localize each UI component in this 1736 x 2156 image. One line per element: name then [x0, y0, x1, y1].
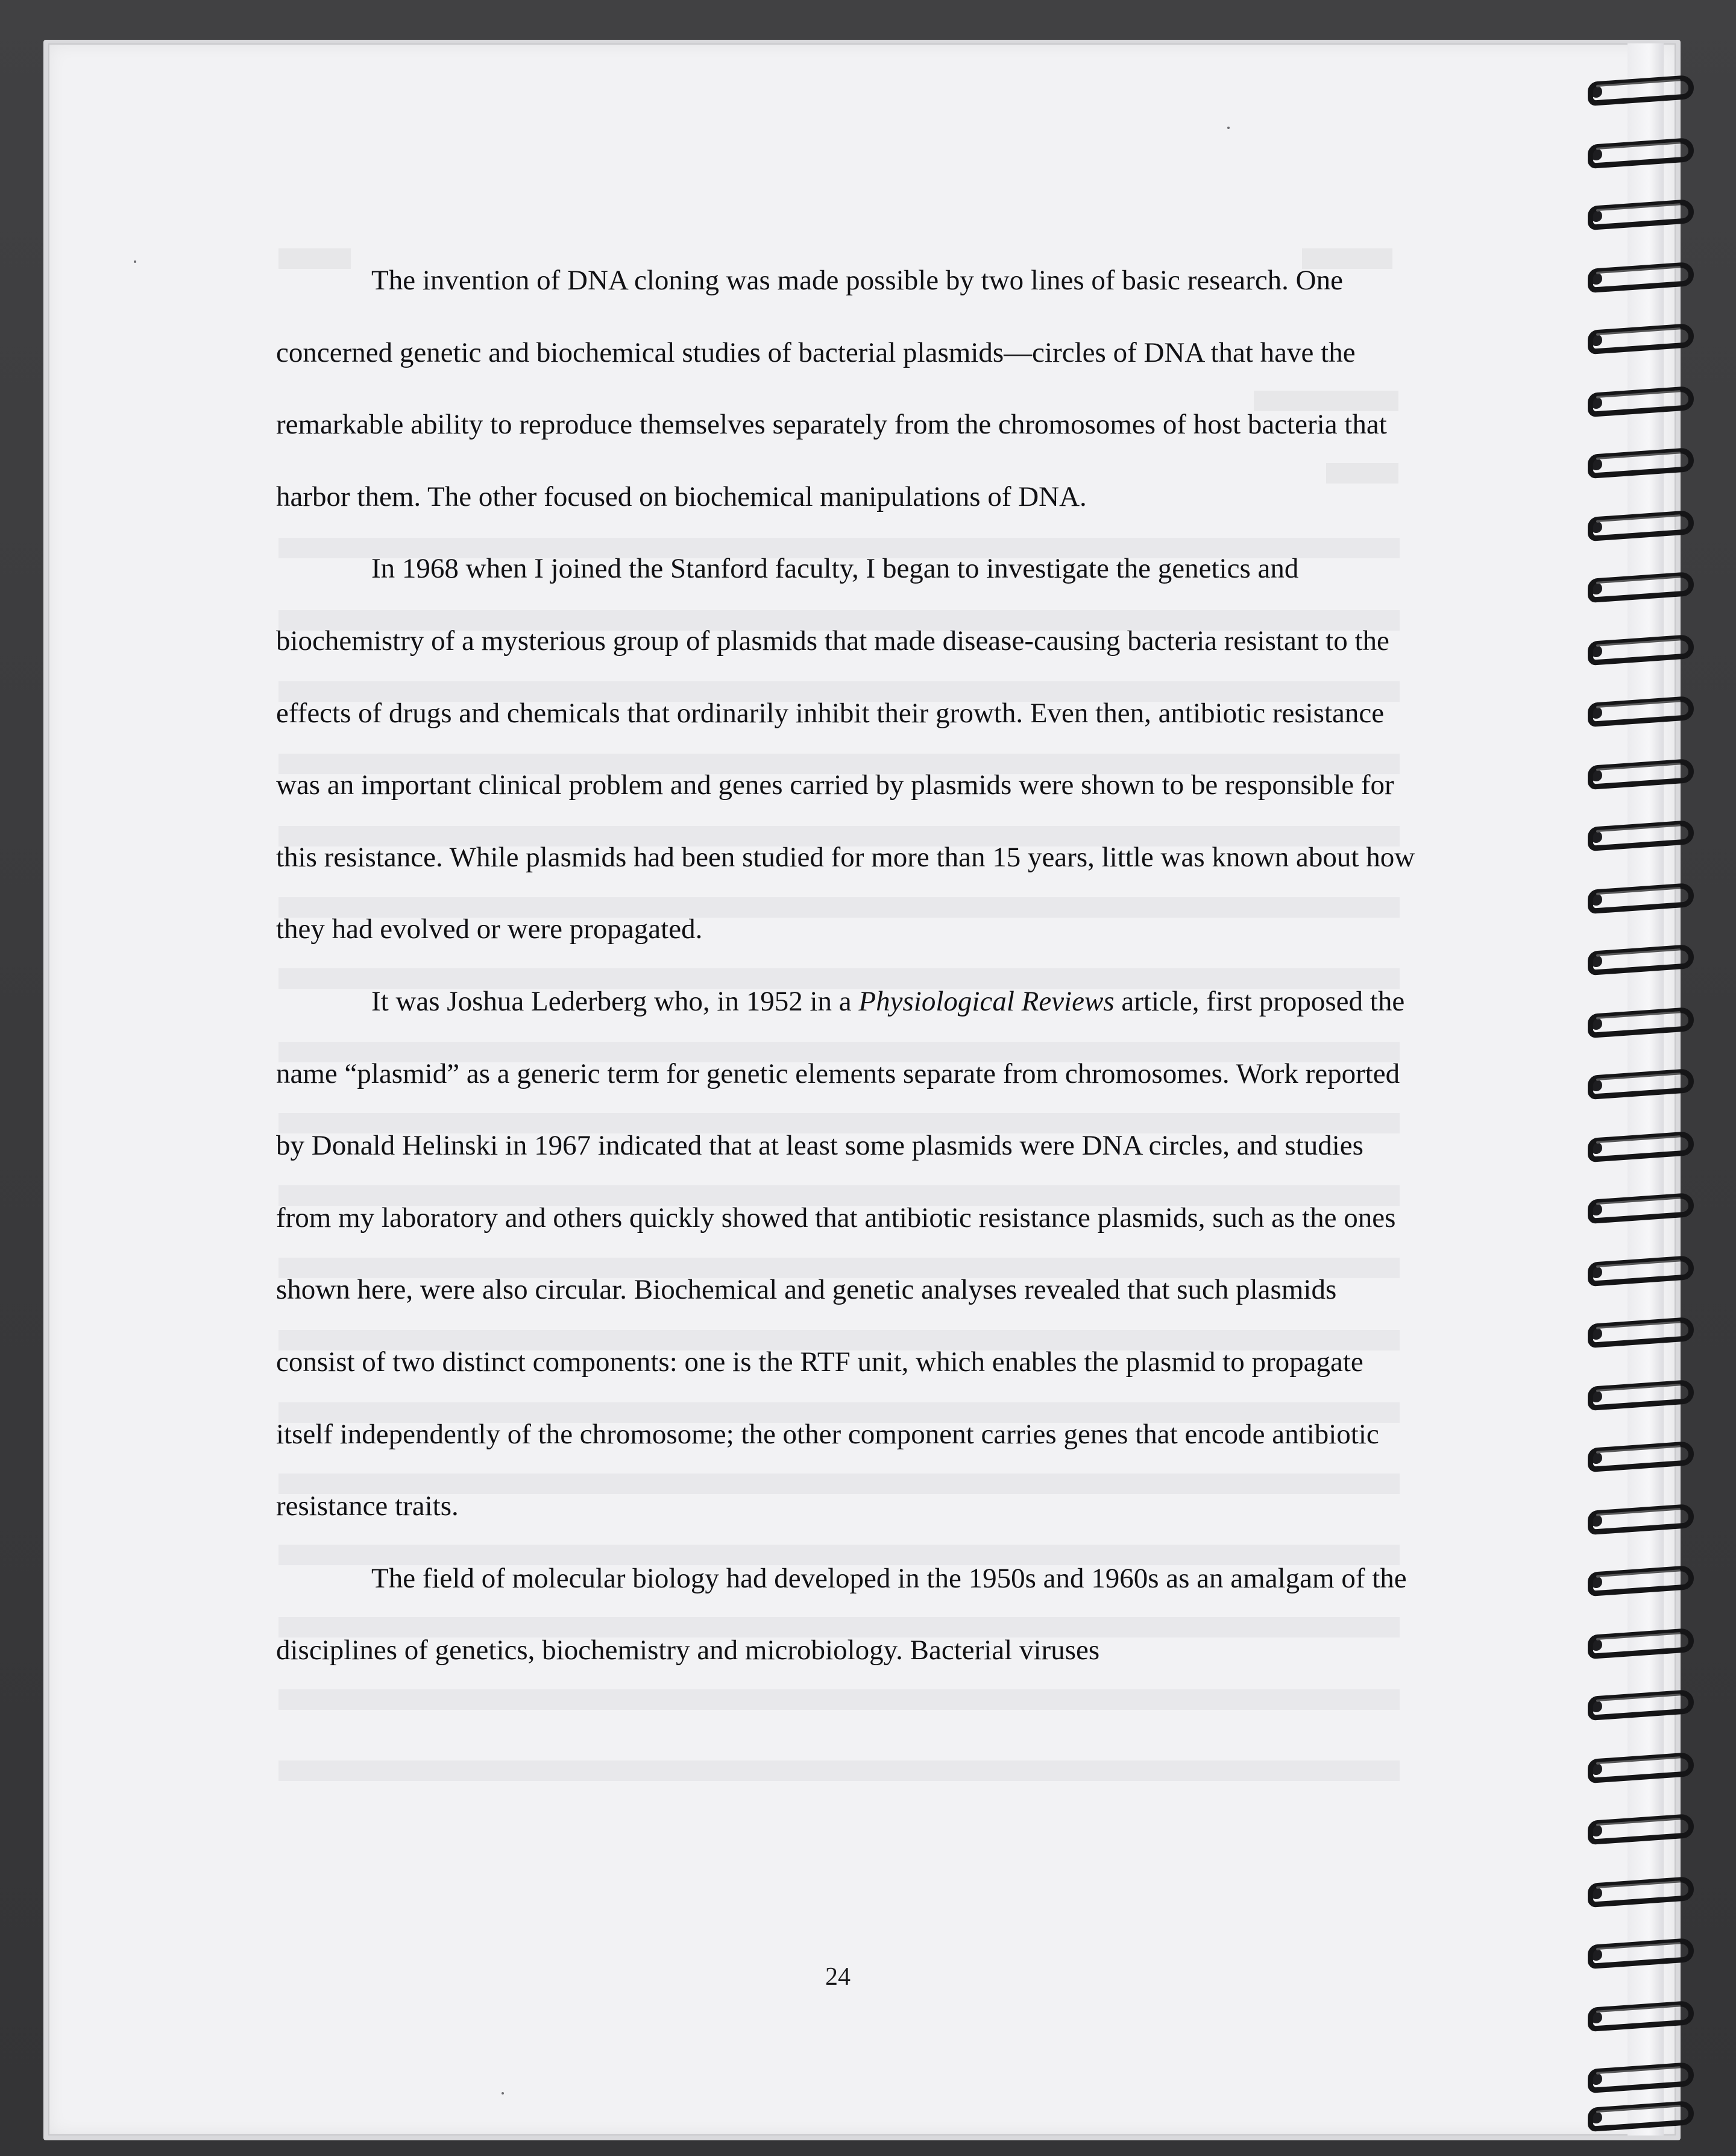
binding-coil [1588, 1569, 1699, 1598]
binding-coil [1588, 1880, 1699, 1909]
paragraph-1: The invention of DNA cloning was made possible by two lines of basic research. One concerned genetic and biochemical studies of bacterial plasmids—circles of DNA that have the remarkable ability to reproduce themselves separately from the chromosomes of host bacteria that harbor them. The other focused on biochemical manipulations of DNA. [276, 265, 1387, 512]
binding-coil [1588, 1507, 1699, 1536]
binding-coil [1588, 1259, 1699, 1288]
journal-title: Physiological Reviews [858, 985, 1115, 1017]
binding-coil [1588, 948, 1699, 977]
binding-coil [1588, 1445, 1699, 1474]
binding-coil [1588, 824, 1699, 853]
paragraph-3-start: It was Joshua Lederberg who, in 1952 in a [371, 985, 859, 1017]
paragraph-3 [276, 966, 1421, 1543]
paragraph-4: The field of molecular biology had developed in the 1950s and 1960s as an amalgam of the disciplines of genetics, biochemistry and microbiology. Bacterial viruses [276, 1562, 1407, 1666]
binding-coil [1588, 1010, 1699, 1039]
binding-coil [1588, 1631, 1699, 1660]
binding-coil [1588, 141, 1699, 170]
binding-coil [1588, 327, 1699, 356]
spiral-binding [1579, 66, 1700, 2140]
binding-coil [1588, 1817, 1699, 1846]
binding-coil [1588, 1135, 1699, 1164]
binding-coil [1588, 1693, 1699, 1722]
binding-coil [1588, 451, 1699, 480]
binding-coil [1588, 265, 1699, 294]
page-number: 24 [825, 1963, 851, 1991]
binding-coil [1588, 1196, 1699, 1225]
binding-coil [1588, 389, 1699, 418]
paper-speck [502, 2092, 504, 2095]
paper-speck [1227, 127, 1230, 129]
paragraph-2: In 1968 when I joined the Stanford faculty, I began to investigate the genetics and biochemistry of a mysterious group of plasmids that made disease-causing bacteria resistant to the effects of drugs and chemicals that ordinarily inhibit their growth. Even then, antibiotic resistance was an important clinical problem and genes carried by plasmids were shown to be responsible for this resistance. While plasmids had been studied for more than 15 years, little was known about how they had evolved or were propagated. [276, 553, 1415, 945]
paragraph-3-rest: article, first proposed the name “plasmid” as a generic term for genetic elements separate from chromosomes. Work reported by Donald Helinski in 1967 indicated that at least some plasmids were DNA circles, and studies from my laboratory and others quickly showed that antibiotic resistance plasmids, such as the ones shown here, were also circular. Biochemical and genetic analyses revealed that such plasmids consist of two distinct components: one is the RTF unit, which enables the plasmid to propagate itself independently of the chromosome; the other component carries genes that encode antibiotic resistance traits. [276, 985, 1405, 1522]
binding-coil [1588, 699, 1699, 728]
binding-coil [1588, 2004, 1699, 2033]
binding-coil [1588, 575, 1699, 604]
binding-coil [1588, 2066, 1699, 2095]
binding-coil [1588, 1072, 1699, 1101]
paper-speck [134, 260, 136, 263]
binding-coil [1588, 1383, 1699, 1412]
binding-coil [1588, 1941, 1699, 1970]
binding-coil [1588, 762, 1699, 791]
binding-coil [1588, 886, 1699, 915]
binding-coil [1588, 78, 1699, 107]
binding-coil [1588, 2104, 1699, 2133]
binding-coil [1588, 203, 1699, 232]
binding-coil [1588, 1320, 1699, 1349]
binding-coil [1588, 1756, 1699, 1785]
binding-coil [1588, 638, 1699, 667]
binding-coil [1588, 514, 1699, 543]
body-text [276, 245, 1421, 1687]
